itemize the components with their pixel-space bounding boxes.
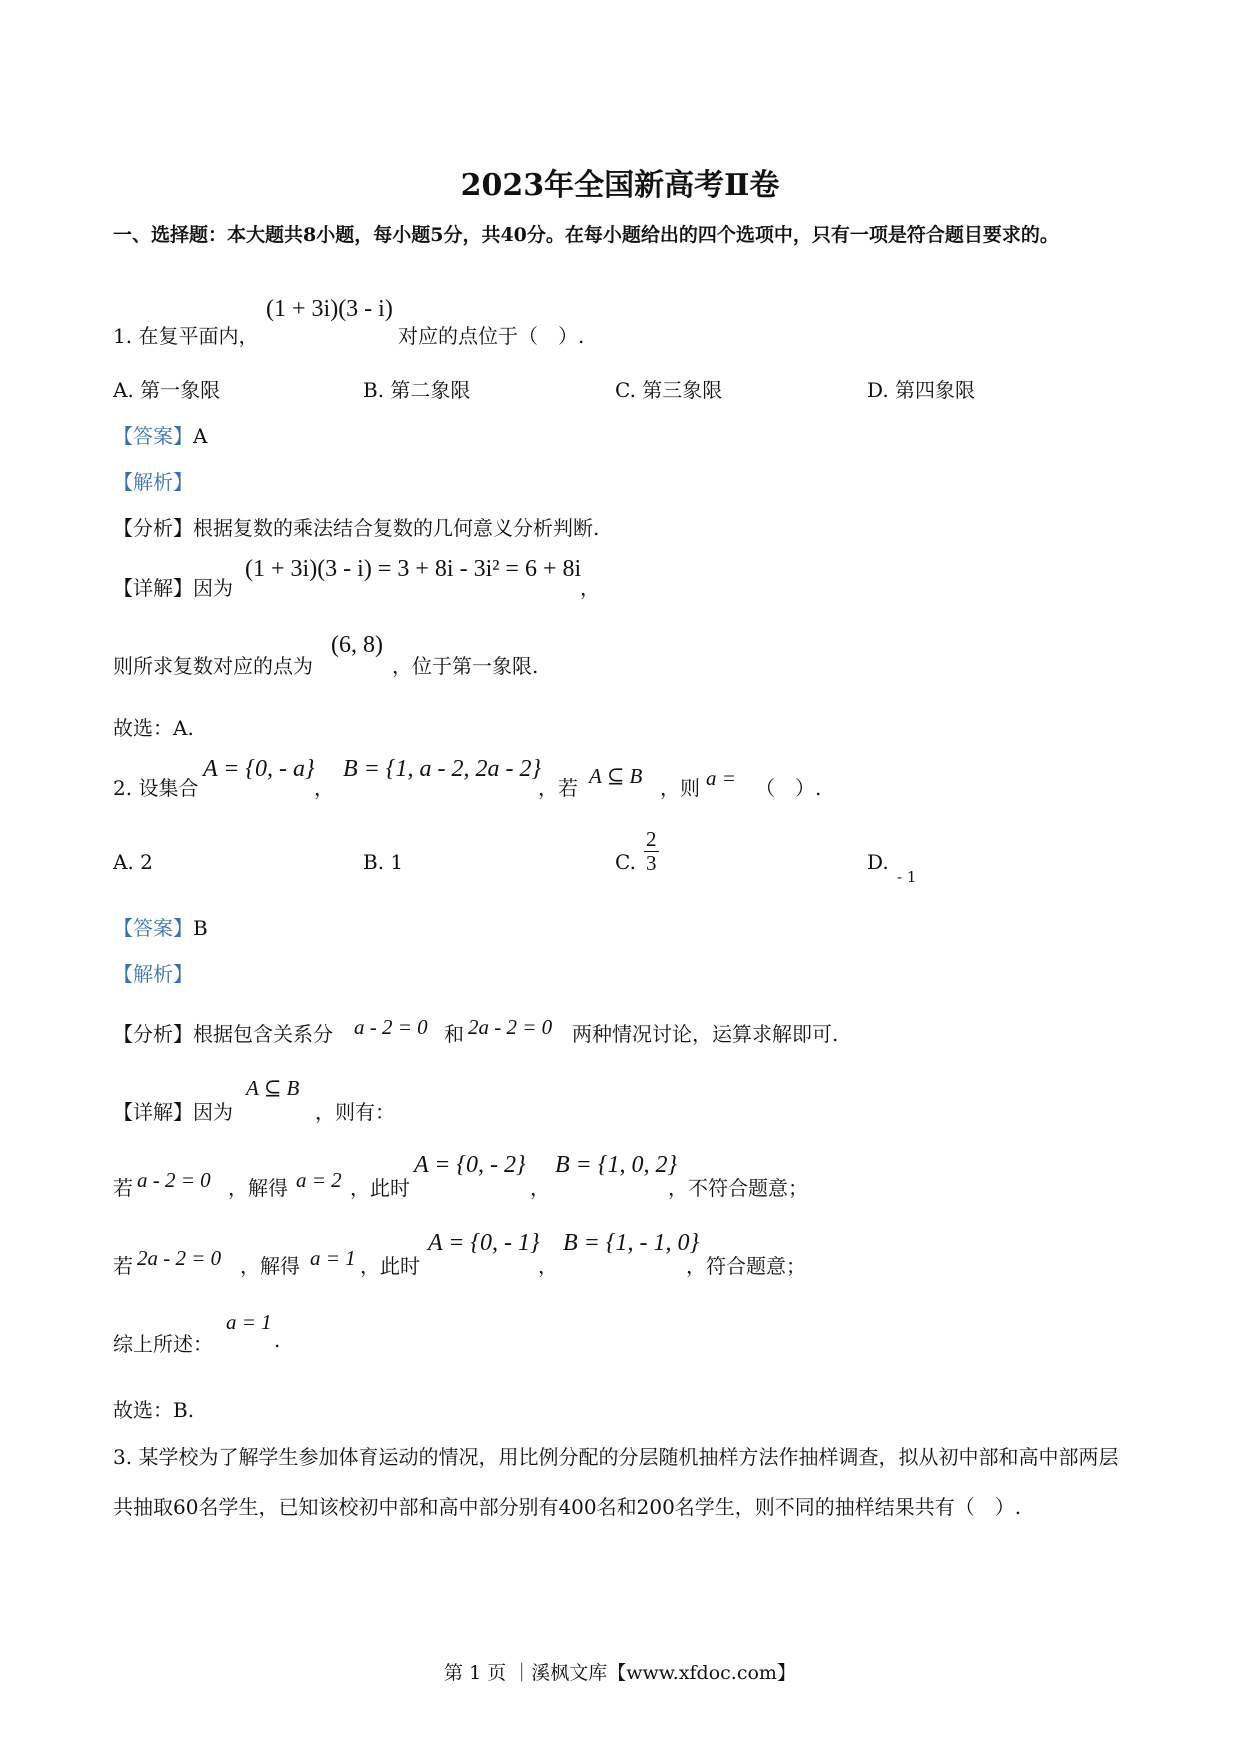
answer-value: B: [193, 916, 208, 940]
q2-case2-a: a = 1: [310, 1246, 356, 1270]
q1-choose: 故选：A.: [113, 716, 194, 740]
q1-xiangjie-expression: (1 + 3i)(3 - i) = 3 + 8i - 3i² = 6 + 8i: [245, 556, 582, 582]
q2-condition: A ⊆ B: [589, 764, 643, 788]
q1-option-d: D. 第四象限: [867, 378, 976, 402]
fenxi-tag: 【分析】: [113, 1022, 193, 1046]
q2-fenxi-and: 和: [444, 1022, 464, 1046]
q2-choose: 故选：B.: [113, 1398, 195, 1422]
q2-ruo: ，若: [538, 776, 578, 800]
answer-tag: 【答案】: [113, 424, 193, 448]
q2-xiangjie-suffix: ，则有：: [315, 1100, 395, 1124]
q2-case2-end: ，符合题意；: [686, 1254, 806, 1278]
q2-option-c-fraction: [644, 828, 659, 875]
q1-xiangjie: [113, 572, 233, 601]
q1-analysis-tag: 【解析】: [113, 470, 193, 494]
q2-xiangjie-expression: A ⊆ B: [246, 1076, 300, 1100]
q2-a-eq: a =: [706, 766, 736, 790]
q2-case1-set-a: A = {0, - 2}: [414, 1152, 526, 1178]
fenxi-prefix: 根据包含关系分: [193, 1022, 333, 1046]
xiangjie-prefix: 因为: [193, 1100, 233, 1124]
q1-fenxi: [113, 512, 599, 541]
q2-case1: [113, 1172, 133, 1201]
q2-ze: ，则: [660, 776, 700, 800]
fenxi-text: 根据复数的乘法结合复数的几何意义分析判断.: [193, 516, 600, 540]
page-footer: 第 1 页 ｜溪枫文库【www.xfdoc.com】: [444, 1662, 796, 1684]
section-heading: 一、选择题：本大题共8小题，每小题5分，共40分。在每小题给出的四个选项中，只有一项是符合题目要求的。: [113, 224, 1059, 246]
q2-case2-set-b: B = {1, - 1, 0}: [563, 1230, 700, 1256]
q2-set-b: B = {1, a - 2, 2a - 2}: [343, 756, 542, 782]
q2-case1-cishi: ，此时: [350, 1176, 410, 1200]
q2-option-c: C.: [615, 850, 636, 874]
q2-case2-set-a: A = {0, - 1}: [428, 1230, 540, 1256]
q1-option-b: B. 第二象限: [363, 378, 471, 402]
q2-case1-a: a = 2: [296, 1168, 342, 1192]
q2-fenxi-suffix: 两种情况讨论，运算求解即可.: [572, 1022, 839, 1046]
q1-answer: [113, 420, 207, 449]
q2-summary-prefix: 综上所述：: [113, 1332, 213, 1356]
q3-stem: 3. 某学校为了解学生参加体育运动的情况，用比例分配的分层随机抽样方法作抽样调查，拟从初中部和高中部两层共抽取60名学生，已知该校初中部和高中部分别有400名和200名学生，则不同的抽样结果共有（ ）.: [113, 1445, 1119, 1519]
q2-fenxi-eq2: 2a - 2 = 0: [468, 1015, 553, 1039]
q1-stem-prefix: 1. 在复平面内，: [113, 324, 259, 348]
fenxi-tag: 【分析】: [113, 516, 193, 540]
q2-summary-end: .: [274, 1328, 281, 1352]
q1-point: (6, 8): [331, 632, 383, 658]
xiangjie-tag: 【详解】: [113, 576, 193, 600]
q1-line2-suffix: ，位于第一象限.: [392, 654, 539, 678]
q2-option-a: A. 2: [113, 850, 153, 874]
q2-option-d-value: - 1: [897, 868, 917, 886]
q2-answer: [113, 912, 208, 941]
q2-case1-jiede: ，解得: [228, 1176, 288, 1200]
q2-case1-end: ，不符合题意；: [668, 1176, 808, 1200]
q2-case2-ruo: 若: [113, 1254, 133, 1278]
q2-case1-set-b: B = {1, 0, 2}: [555, 1152, 678, 1178]
q2-case1-comma: ，: [530, 1176, 550, 1200]
fraction: [644, 828, 659, 875]
q2-case2-comma: ，: [538, 1254, 558, 1278]
q1-option-c: C. 第三象限: [615, 378, 723, 402]
q1-option-a: A. 第一象限: [113, 378, 221, 402]
q2-case2-jiede: ，解得: [240, 1254, 300, 1278]
q2-option-b: B. 1: [363, 850, 404, 874]
q2-case1-eq: a - 2 = 0: [137, 1168, 211, 1192]
q2-fenxi: [113, 1018, 333, 1047]
fraction-denominator: 3: [646, 851, 657, 876]
q1-expression: (1 + 3i)(3 - i): [266, 296, 393, 322]
q2-comma: ，: [314, 776, 334, 800]
q1-stem-suffix: 对应的点位于（ ）.: [398, 324, 585, 348]
q2-stem-prefix: 2. 设集合: [113, 776, 199, 800]
answer-value: A: [193, 424, 208, 448]
fraction-numerator: 2: [646, 827, 657, 851]
q2-analysis-tag: 【解析】: [113, 962, 193, 986]
q2-summary-expression: a = 1: [226, 1310, 272, 1334]
page-title: 2023年全国新高考Ⅱ卷: [460, 168, 780, 203]
answer-tag: 【答案】: [113, 916, 193, 940]
q2-xiangjie: [113, 1096, 233, 1125]
q1-xiangjie-suffix: ，: [580, 576, 600, 600]
q1-line2-prefix: 则所求复数对应的点为: [113, 654, 313, 678]
xiangjie-tag: 【详解】: [113, 1100, 193, 1124]
q2-set-a: A = {0, - a}: [203, 756, 315, 782]
q2-stem-suffix: （ ）.: [755, 776, 822, 800]
q2-fenxi-eq1: a - 2 = 0: [354, 1015, 428, 1039]
case1-ruo: 若: [113, 1176, 133, 1200]
q2-case2-eq: 2a - 2 = 0: [137, 1246, 222, 1270]
q2-option-d: D.: [867, 850, 889, 874]
xiangjie-prefix: 因为: [193, 576, 233, 600]
q2-case2-cishi: ，此时: [360, 1254, 420, 1278]
